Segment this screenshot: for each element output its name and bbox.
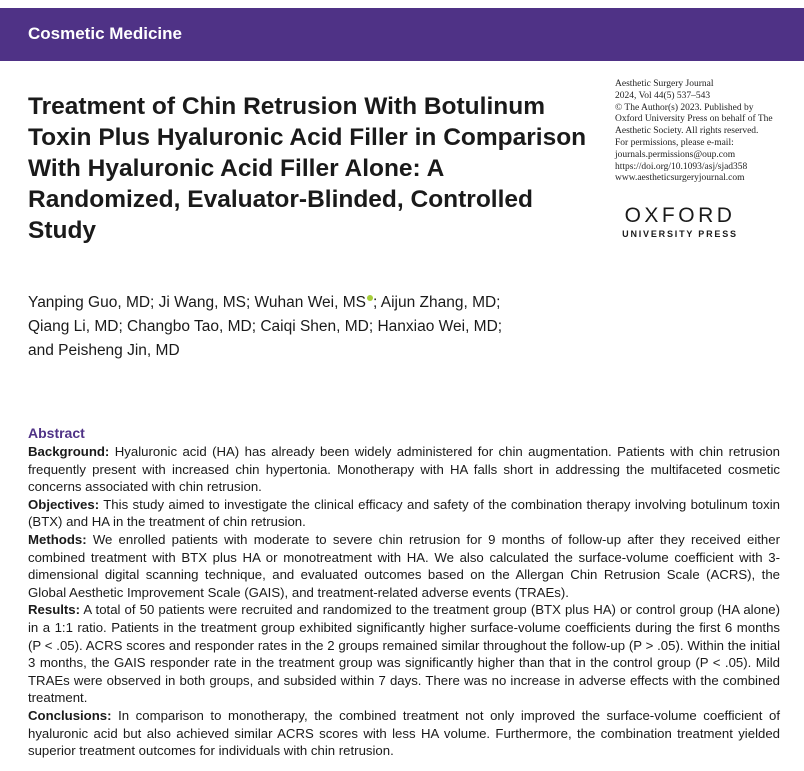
doi-link[interactable]: https://doi.org/10.1093/asj/sjad358: [615, 161, 748, 172]
publisher-name: OXFORD: [624, 204, 736, 227]
section-text: Hyaluronic acid (HA) has already been widely administered for chin augmentation. Patients with chin retrusion frequently present with increased chin hypertonia. Monotherapy with HA falls short in addressing the multifaceted cosmetic concerns associated with chin retrusion.: [28, 444, 780, 495]
journal-volume: 2024, Vol 44(5) 537–543: [615, 90, 711, 101]
publisher-logo: [615, 205, 745, 239]
section-label: Cosmetic Medicine: [28, 24, 182, 43]
author-line: and Peisheng Jin, MD: [28, 342, 180, 359]
abstract-background: [28, 443, 780, 496]
abstract-methods: [28, 531, 780, 601]
article-title: Treatment of Chin Retrusion With Botulinum Toxin Plus Hyaluronic Acid Filler in Comparison With Hyaluronic Acid Filler Alone: A Randomized, Evaluator-Blinded, Controlled Study: [28, 93, 587, 244]
abstract-objectives: [28, 496, 780, 531]
copyright-line: Aesthetic Society. All rights reserved.: [615, 126, 759, 137]
permissions-line: For permissions, please e-mail:: [615, 137, 734, 148]
section-text: This study aimed to investigate the clinical efficacy and safety of the combination therapy involving botulinum toxin (BTX) and HA in the treatment of chin retrusion.: [28, 496, 780, 530]
section-label: Results:: [28, 602, 81, 618]
journal-info: [615, 79, 800, 185]
abstract-results: [28, 601, 780, 707]
section-text: We enrolled patients with moderate to severe chin retrusion for 9 months of follow-up after they received either combined treatment with BTX plus HA or monotreatment with HA. We also calculated the surface-volume coefficient with 3-dimensional digital scanning technique, and evaluated outcomes based on the Allergan Chin Retrusion Scale (ACRS), the Global Aesthetic Improvement Scale (GAIS), and treatment-related adverse events (TRAEs).: [28, 531, 780, 600]
journal-website-link[interactable]: www.aestheticsurgeryjournal.com: [615, 173, 745, 184]
section-text: In comparison to monotherapy, the combined treatment not only improved the surface-volume coefficient of hyaluronic acid but also achieved similar ACRS scores with less HA volume. Furthermore, the combination treatment yielded superior treatment outcomes for individuals with chin retrusion.: [28, 707, 780, 759]
section-text: A total of 50 patients were recruited and randomized to the treatment group (BTX plus HA) or control group (HA alone) in a 1:1 ratio. Patients in the treatment group exhibited significantly higher surface-volume coefficients during the first 6 months (P < .05). ACRS scores and responder rates in the 2 groups remained similar throughout the follow-up (P > .05). Within the initial 3 months, the GAIS responder rate in the treatment group was significantly higher than that in the control group (P < .05). Mild TRAEs were observed in both groups, and subsided within 7 days. There was no increase in adverse effects with the combined treatment.: [28, 602, 781, 706]
section-label: Conclusions:: [28, 707, 112, 723]
permissions-email[interactable]: journals.permissions@oup.com: [615, 149, 736, 160]
section-banner: [0, 8, 804, 61]
author-text: ; Aijun Zhang, MD;: [372, 294, 501, 311]
section-label: Objectives:: [28, 496, 100, 512]
abstract-conclusions: [28, 707, 780, 760]
author-line: [28, 291, 588, 315]
author-list: [28, 291, 588, 363]
copyright-line: © The Author(s) 2023. Published by: [615, 102, 754, 113]
journal-name: Aesthetic Surgery Journal: [615, 79, 714, 89]
section-label: Background:: [28, 444, 110, 459]
section-label: Methods:: [28, 531, 87, 547]
publisher-subtitle: UNIVERSITY PRESS: [622, 229, 738, 239]
abstract-body: [28, 443, 780, 760]
author-line: Qiang Li, MD; Changbo Tao, MD; Caiqi Shen, MD; Hanxiao Wei, MD;: [28, 318, 503, 335]
copyright-line: Oxford University Press on behalf of The: [615, 114, 773, 125]
author-text: Yanping Guo, MD; Ji Wang, MS; Wuhan Wei, MS: [28, 294, 366, 311]
abstract-heading: Abstract: [28, 425, 85, 441]
